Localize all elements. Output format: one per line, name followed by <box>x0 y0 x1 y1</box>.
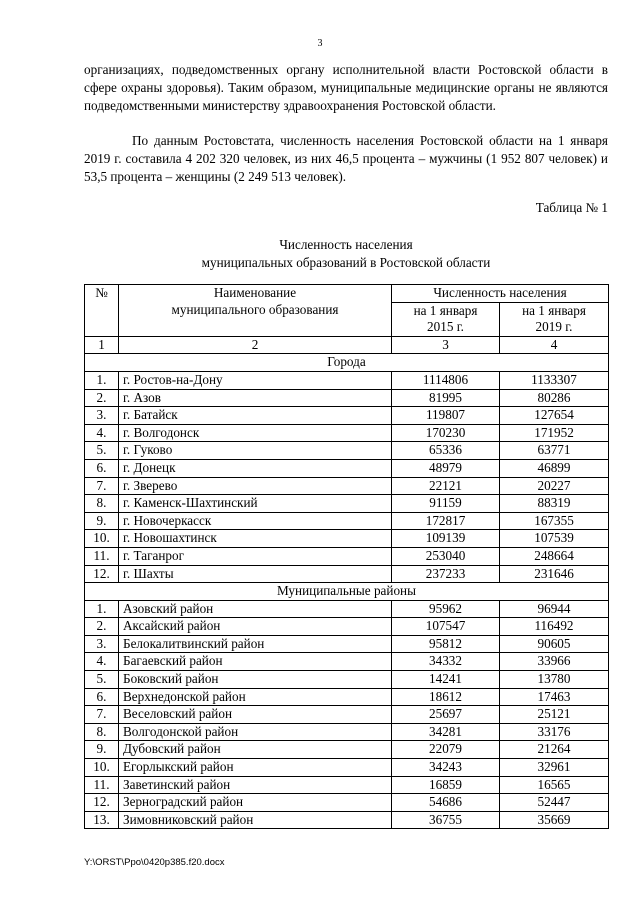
population-2015: 95962 <box>392 600 500 618</box>
header-no: № <box>85 285 119 337</box>
municipality-name: Верхнедонской район <box>119 688 392 706</box>
population-2015: 22121 <box>392 477 500 495</box>
table-row <box>85 530 609 548</box>
table-row <box>85 600 609 618</box>
municipality-name: г. Шахты <box>119 565 392 583</box>
population-2019: 21264 <box>500 741 609 759</box>
row-number: 7. <box>85 706 119 724</box>
municipality-name: г. Азов <box>119 389 392 407</box>
population-2015: 25697 <box>392 706 500 724</box>
municipality-name: Аксайский район <box>119 618 392 636</box>
table-row <box>85 547 609 565</box>
population-2019: 35669 <box>500 811 609 829</box>
population-2015: 54686 <box>392 794 500 812</box>
table-row <box>85 477 609 495</box>
municipality-name: г. Зверево <box>119 477 392 495</box>
municipality-name: Белокалитвинский район <box>119 635 392 653</box>
population-2019: 127654 <box>500 407 609 425</box>
row-number: 3. <box>85 635 119 653</box>
table-title-line-1: Численность населения <box>279 237 413 252</box>
row-number: 6. <box>85 688 119 706</box>
column-number: 1 <box>85 336 119 354</box>
row-number: 4. <box>85 653 119 671</box>
header-2015 <box>392 302 500 336</box>
row-number: 2. <box>85 389 119 407</box>
municipality-name: Боковский район <box>119 671 392 689</box>
municipality-name: Азовский район <box>119 600 392 618</box>
row-number: 5. <box>85 671 119 689</box>
table-row <box>85 706 609 724</box>
header-row <box>85 285 609 303</box>
population-2015: 172817 <box>392 512 500 530</box>
header-population: Численность населения <box>392 285 609 303</box>
population-2015: 107547 <box>392 618 500 636</box>
section-title: Муниципальные районы <box>85 583 609 601</box>
population-2019: 231646 <box>500 565 609 583</box>
population-2015: 91159 <box>392 495 500 513</box>
row-number: 13. <box>85 811 119 829</box>
population-2015: 237233 <box>392 565 500 583</box>
table-row <box>85 811 609 829</box>
population-2019: 171952 <box>500 424 609 442</box>
row-number: 8. <box>85 495 119 513</box>
population-table <box>84 284 609 829</box>
page-number: 3 <box>317 38 323 49</box>
column-number: 3 <box>392 336 500 354</box>
population-2019: 20227 <box>500 477 609 495</box>
population-2015: 65336 <box>392 442 500 460</box>
municipality-name: Веселовский район <box>119 706 392 724</box>
row-number: 1. <box>85 600 119 618</box>
table-caption: Таблица № 1 <box>535 200 608 215</box>
header-2019-line-1: на 1 января <box>522 302 586 318</box>
municipality-name: г. Новочеркасск <box>119 512 392 530</box>
table-row <box>85 565 609 583</box>
row-number: 12. <box>85 794 119 812</box>
municipality-name: Зимовниковский район <box>119 811 392 829</box>
paragraph-1: организациях, подведомственных органу исполнительной власти Ростовской области в сфере охраны здоровья). Таким образом, муниципальные медицинские органы не являются подведомственными министерству здравоохранения Ростовской области. <box>84 62 608 113</box>
table-row <box>85 759 609 777</box>
header-name-line-1: Наименование <box>213 285 297 300</box>
header-name <box>119 285 392 337</box>
population-2015: 81995 <box>392 389 500 407</box>
municipality-name: Егорлыкский район <box>119 759 392 777</box>
header-2019-line-2: 2019 г. <box>535 319 573 335</box>
population-2019: 1133307 <box>500 371 609 389</box>
row-number: 3. <box>85 407 119 425</box>
municipality-name: г. Ростов-на-Дону <box>119 371 392 389</box>
row-number: 10. <box>85 530 119 548</box>
population-2019: 116492 <box>500 618 609 636</box>
table-row <box>85 442 609 460</box>
municipality-name: г. Каменск-Шахтинский <box>119 495 392 513</box>
municipality-name: Дубовский район <box>119 741 392 759</box>
municipality-name: г. Батайск <box>119 407 392 425</box>
population-2015: 18612 <box>392 688 500 706</box>
row-number: 11. <box>85 547 119 565</box>
population-2015: 48979 <box>392 459 500 477</box>
paragraph-2: По данным Ростовстата, численность населения Ростовской области на 1 января 2019 г. составила 4 202 320 человек, из них 46,5 процента – мужчины (1 952 807 человек) и 53,5 процента – женщины (2 249 513 человек). <box>84 133 608 184</box>
population-2019: 90605 <box>500 635 609 653</box>
header-2019 <box>500 302 609 336</box>
table-row <box>85 794 609 812</box>
row-number: 7. <box>85 477 119 495</box>
table-row <box>85 495 609 513</box>
row-number: 10. <box>85 759 119 777</box>
population-2019: 63771 <box>500 442 609 460</box>
population-2019: 13780 <box>500 671 609 689</box>
section-header-row <box>85 354 609 372</box>
population-2015: 34332 <box>392 653 500 671</box>
population-2015: 34281 <box>392 723 500 741</box>
population-2015: 22079 <box>392 741 500 759</box>
row-number: 9. <box>85 741 119 759</box>
population-2019: 32961 <box>500 759 609 777</box>
header-2015-line-2: 2015 г. <box>427 319 464 335</box>
row-number: 5. <box>85 442 119 460</box>
row-number: 8. <box>85 723 119 741</box>
municipality-name: Багаевский район <box>119 653 392 671</box>
row-number: 9. <box>85 512 119 530</box>
table-row <box>85 424 609 442</box>
population-2015: 170230 <box>392 424 500 442</box>
population-2019: 46899 <box>500 459 609 477</box>
municipality-name: Волгодонской район <box>119 723 392 741</box>
row-number: 4. <box>85 424 119 442</box>
population-2015: 36755 <box>392 811 500 829</box>
population-2019: 96944 <box>500 600 609 618</box>
population-2015: 109139 <box>392 530 500 548</box>
column-number: 2 <box>119 336 392 354</box>
table-row <box>85 371 609 389</box>
population-2015: 14241 <box>392 671 500 689</box>
population-2015: 253040 <box>392 547 500 565</box>
population-2019: 167355 <box>500 512 609 530</box>
table-row <box>85 688 609 706</box>
population-2015: 95812 <box>392 635 500 653</box>
table-row <box>85 635 609 653</box>
table-title <box>84 236 608 272</box>
municipality-name: г. Таганрог <box>119 547 392 565</box>
header-2015-line-1: на 1 января <box>413 302 478 318</box>
municipality-name: г. Новошахтинск <box>119 530 392 548</box>
header-name-line-2: муниципального образования <box>171 301 339 317</box>
footer-file-path: Y:\ORST\Ppo\0420p385.f20.docx <box>84 857 225 868</box>
table-row <box>85 618 609 636</box>
column-number: 4 <box>500 336 609 354</box>
row-number: 6. <box>85 459 119 477</box>
municipality-name: г. Волгодонск <box>119 424 392 442</box>
municipality-name: Зерноградский район <box>119 794 392 812</box>
population-2019: 25121 <box>500 706 609 724</box>
table-row <box>85 653 609 671</box>
table-row <box>85 723 609 741</box>
municipality-name: г. Донецк <box>119 459 392 477</box>
population-2019: 33176 <box>500 723 609 741</box>
municipality-name: г. Гуково <box>119 442 392 460</box>
row-number: 2. <box>85 618 119 636</box>
row-number: 12. <box>85 565 119 583</box>
population-2015: 1114806 <box>392 371 500 389</box>
population-2019: 80286 <box>500 389 609 407</box>
column-numbers-row <box>85 336 609 354</box>
table-row <box>85 407 609 425</box>
population-2015: 34243 <box>392 759 500 777</box>
row-number: 11. <box>85 776 119 794</box>
municipality-name: Заветинский район <box>119 776 392 794</box>
population-2019: 52447 <box>500 794 609 812</box>
population-2019: 88319 <box>500 495 609 513</box>
row-number: 1. <box>85 371 119 389</box>
population-2019: 17463 <box>500 688 609 706</box>
table-row <box>85 512 609 530</box>
section-header-row <box>85 583 609 601</box>
population-2019: 248664 <box>500 547 609 565</box>
population-2019: 33966 <box>500 653 609 671</box>
table-row <box>85 459 609 477</box>
population-2019: 107539 <box>500 530 609 548</box>
population-2019: 16565 <box>500 776 609 794</box>
table-title-line-2: муниципальных образований в Ростовской области <box>201 255 491 270</box>
section-title: Города <box>85 354 609 372</box>
table-row <box>85 741 609 759</box>
table-row <box>85 776 609 794</box>
population-2015: 119807 <box>392 407 500 425</box>
table-row <box>85 671 609 689</box>
population-2015: 16859 <box>392 776 500 794</box>
table-row <box>85 389 609 407</box>
